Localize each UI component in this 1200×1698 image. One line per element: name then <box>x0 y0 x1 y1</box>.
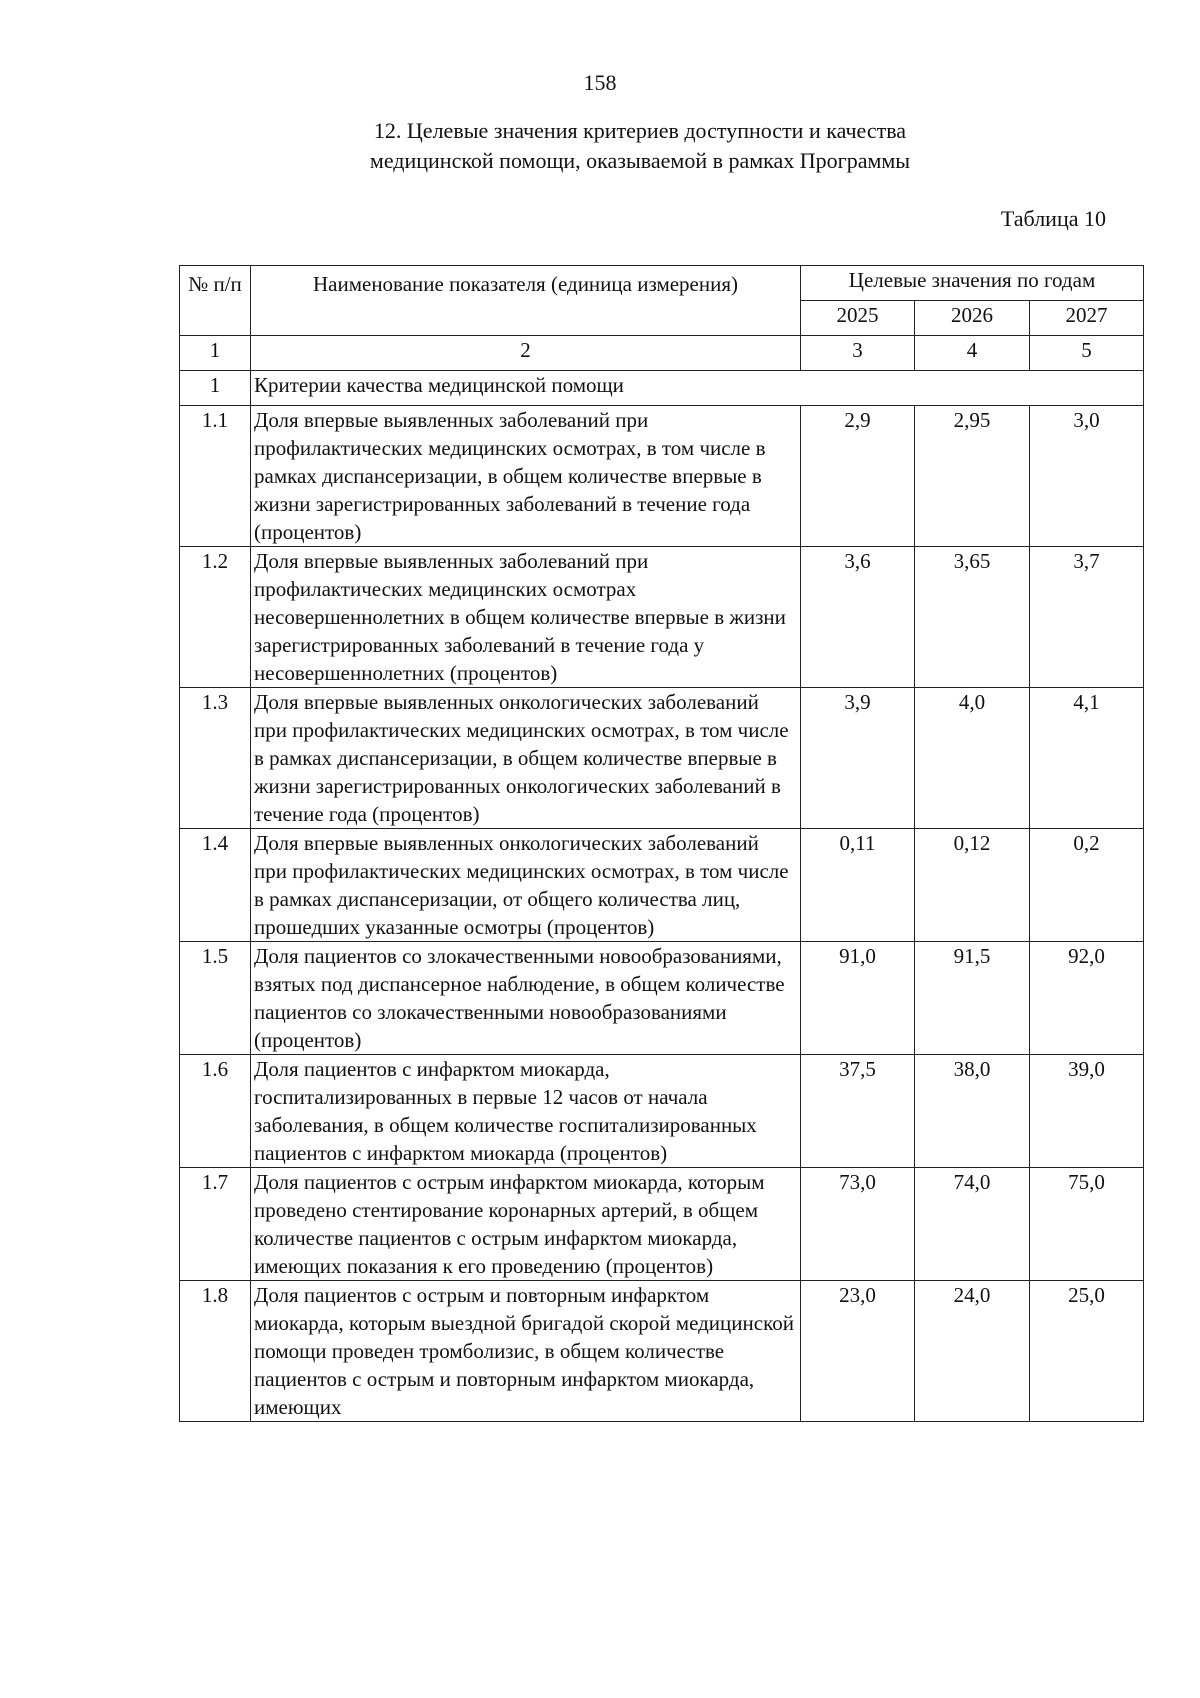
value-2026: 4,0 <box>915 688 1030 829</box>
value-2026: 24,0 <box>915 1281 1030 1422</box>
value-2027: 75,0 <box>1030 1168 1144 1281</box>
table-row <box>180 942 1144 1055</box>
row-name: Доля пациентов с инфарктом миокарда, госпитализированных в первые 12 часов от начала заболевания, в общем количестве госпитализированных пациентов с инфарктом миокарда (процентов) <box>251 1055 801 1168</box>
header-year: 2027 <box>1030 301 1144 336</box>
column-index: 5 <box>1030 336 1144 371</box>
column-index: 2 <box>251 336 801 371</box>
table-row <box>180 1168 1144 1281</box>
value-2027: 3,7 <box>1030 547 1144 688</box>
value-2025: 73,0 <box>801 1168 915 1281</box>
header-num: № п/п <box>180 266 251 336</box>
row-name: Доля впервые выявленных онкологических заболеваний при профилактических медицинских осмотрах, в том числе в рамках диспансеризации, в общем количестве впервые в жизни зарегистрированных онкологических заболеваний в течение года (процентов) <box>251 688 801 829</box>
table-row <box>180 1055 1144 1168</box>
table-row <box>180 406 1144 547</box>
row-num: 1.7 <box>180 1168 251 1281</box>
value-2026: 3,65 <box>915 547 1030 688</box>
section-num: 1 <box>180 371 251 406</box>
table-row <box>180 1281 1144 1422</box>
header-year: 2025 <box>801 301 915 336</box>
row-num: 1.8 <box>180 1281 251 1422</box>
value-2027: 0,2 <box>1030 829 1144 942</box>
row-name: Доля впервые выявленных онкологических заболеваний при профилактических медицинских осмотрах, в том числе в рамках диспансеризации, от общего количества лиц, прошедших указанные осмотры (процентов) <box>251 829 801 942</box>
column-index: 3 <box>801 336 915 371</box>
value-2026: 38,0 <box>915 1055 1030 1168</box>
value-2025: 23,0 <box>801 1281 915 1422</box>
value-2026: 74,0 <box>915 1168 1030 1281</box>
table-row <box>180 547 1144 688</box>
value-2027: 3,0 <box>1030 406 1144 547</box>
value-2027: 39,0 <box>1030 1055 1144 1168</box>
row-name: Доля пациентов со злокачественными новообразованиями, взятых под диспансерное наблюдение, в общем количестве пациентов со злокачественными новообразованиями (процентов) <box>251 942 801 1055</box>
row-name: Доля пациентов с острым инфарктом миокарда, которым проведено стентирование коронарных артерий, в общем количестве пациентов с острым инфарктом миокарда, имеющих показания к его проведению (процентов) <box>251 1168 801 1281</box>
column-index-row <box>180 336 1144 371</box>
value-2025: 2,9 <box>801 406 915 547</box>
value-2027: 25,0 <box>1030 1281 1144 1422</box>
header-year: 2026 <box>915 301 1030 336</box>
row-num: 1.1 <box>180 406 251 547</box>
value-2026: 91,5 <box>915 942 1030 1055</box>
value-2025: 3,9 <box>801 688 915 829</box>
section-name: Критерии качества медицинской помощи <box>251 371 1144 406</box>
value-2025: 0,11 <box>801 829 915 942</box>
title-line-1: 12. Целевые значения критериев доступности и качества <box>373 118 907 143</box>
value-2027: 92,0 <box>1030 942 1144 1055</box>
row-num: 1.2 <box>180 547 251 688</box>
row-num: 1.5 <box>180 942 251 1055</box>
table-row <box>180 829 1144 942</box>
page-number: 158 <box>583 70 617 95</box>
value-2025: 37,5 <box>801 1055 915 1168</box>
value-2025: 91,0 <box>801 942 915 1055</box>
header-targets: Целевые значения по годам <box>801 266 1144 301</box>
title-line-2: медицинской помощи, оказываемой в рамках Программы <box>369 148 911 173</box>
table-row <box>180 688 1144 829</box>
row-num: 1.6 <box>180 1055 251 1168</box>
table-label: Таблица 10 <box>1000 206 1106 231</box>
column-index: 4 <box>915 336 1030 371</box>
header-name: Наименование показателя (единица измерения) <box>251 266 801 336</box>
row-name: Доля впервые выявленных заболеваний при профилактических медицинских осмотрах несовершеннолетних в общем количестве впервые в жизни зарегистрированных заболеваний в течение года у несовершеннолетних (процентов) <box>251 547 801 688</box>
value-2026: 2,95 <box>915 406 1030 547</box>
criteria-table <box>179 265 1144 1422</box>
column-index: 1 <box>180 336 251 371</box>
value-2025: 3,6 <box>801 547 915 688</box>
document-title <box>240 116 1040 176</box>
row-name: Доля пациентов с острым и повторным инфарктом миокарда, которым выездной бригадой скорой медицинской помощи проведен тромболизис, в общем количестве пациентов с острым и повторным инфарктом миокарда, имеющих <box>251 1281 801 1422</box>
row-num: 1.3 <box>180 688 251 829</box>
value-2027: 4,1 <box>1030 688 1144 829</box>
row-name: Доля впервые выявленных заболеваний при профилактических медицинских осмотрах, в том числе в рамках диспансеризации, в общем количестве впервые в жизни зарегистрированных заболеваний в течение года (процентов) <box>251 406 801 547</box>
section-row <box>180 371 1144 406</box>
row-num: 1.4 <box>180 829 251 942</box>
header-row <box>180 266 1144 301</box>
value-2026: 0,12 <box>915 829 1030 942</box>
